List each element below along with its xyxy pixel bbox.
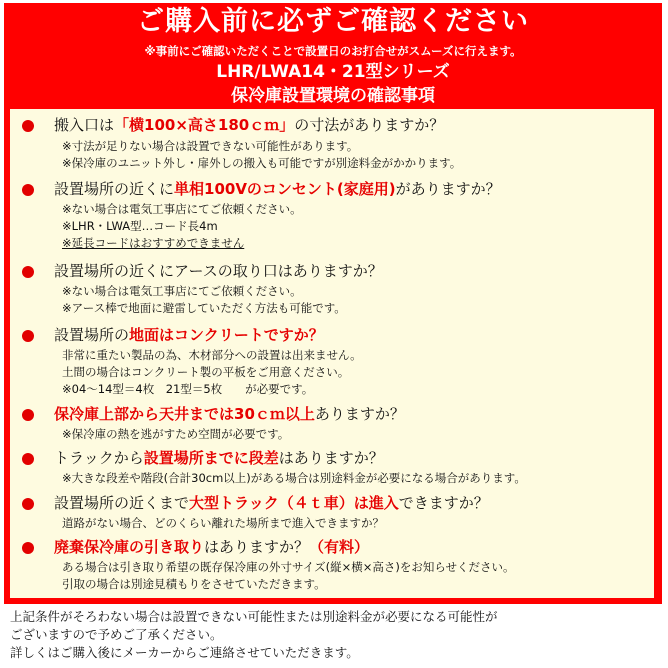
note-line: ※ない場合は電気工事店にてご依頼ください。: [62, 202, 302, 216]
bullet-icon: [22, 120, 34, 132]
bullet-icon: [22, 498, 34, 510]
note-line: ※04～14型＝4枚 21型＝5枚 が必要です。: [62, 382, 314, 396]
note-line: ※保冷庫の熱を逃がすため空間が必要です。: [62, 427, 290, 441]
footer-line: 詳しくはご購入後にメーカーからご連絡させていただきます。: [10, 645, 359, 660]
notice-frame: [4, 3, 662, 604]
question-text: トラックから設置場所までに段差はありますか？: [54, 449, 384, 467]
bullet-icon: [22, 266, 34, 278]
note-line: ある場合は引き取り希望の既存保冷庫の外寸サイズ(縦×横×高さ)をお知らせください。: [62, 560, 515, 574]
question-text: 設置場所の近くに単相100Vのコンセント(家庭用)がありますか？: [54, 180, 501, 198]
checklist-panel: [10, 109, 654, 598]
bullet-icon: [22, 184, 34, 196]
note-line: 非常に重たい製品の為、木材部分への設置は出来ません。: [62, 348, 362, 362]
bullet-icon: [22, 409, 34, 421]
product-series: LHR/LWA14・21型シリーズ: [216, 62, 450, 82]
notice-intro-note: ※事前にご確認いただくことで設置日のお打合せがスムーズに行えます。: [144, 44, 522, 58]
checklist-heading: 保冷庫設置環境の確認事項: [231, 86, 435, 106]
note-line: ※ない場合は電気工事店にてご依頼ください。: [62, 284, 302, 298]
question-text: 保冷庫上部から天井までは30ｃｍ以上ありますか？: [54, 405, 405, 423]
question-text: 廃棄保冷庫の引き取りはありますか？（有料）: [54, 538, 370, 556]
note-line: ※LHR・LWA型…コード長4m: [62, 219, 218, 233]
bullet-icon: [22, 330, 34, 342]
note-line: 引取の場合は別途見積もりをさせていただきます。: [62, 577, 326, 591]
note-line-underlined: ※延長コードはおすすめできません: [62, 236, 245, 250]
note-line: ※保冷庫のユニット外し・扉外しの搬入も可能ですが別途料金がかかります。: [62, 156, 462, 170]
question-text: 搬入口は「横100×高さ180ｃｍ」の寸法がありますか？: [54, 116, 445, 134]
notice-title: ご購入前に必ずご確認ください: [137, 6, 529, 37]
bullet-icon: [22, 542, 34, 554]
note-line: ※大きな段差や階段(合計30cm以上)がある場合は別途料金が必要になる場合があります。: [62, 471, 526, 485]
bullet-icon: [22, 453, 34, 465]
question-text: 設置場所の近くにアースの取り口はありますか？: [54, 262, 383, 280]
question-text: 設置場所の地面はコンクリートですか？: [54, 326, 324, 344]
note-line: ※アース棒で地面に避雷していただく方法も可能です。: [62, 301, 346, 315]
note-line: 土間の場合はコンクリート製の平板をご用意ください。: [62, 365, 350, 379]
note-line: 道路がない場合、どのくらい離れた場所まで進入できますか？: [62, 516, 384, 530]
footer-line: 上記条件がそろわない場合は設置できない可能性または別途料金が必要になる可能性が: [10, 609, 498, 624]
question-text: 設置場所の近くまで大型トラック（４ｔ車）は進入できますか？: [54, 494, 489, 512]
note-line: ※寸法が足りない場合は設置できない可能性があります。: [62, 139, 359, 153]
footer-line: ございますので予めご了承ください。: [10, 627, 223, 642]
